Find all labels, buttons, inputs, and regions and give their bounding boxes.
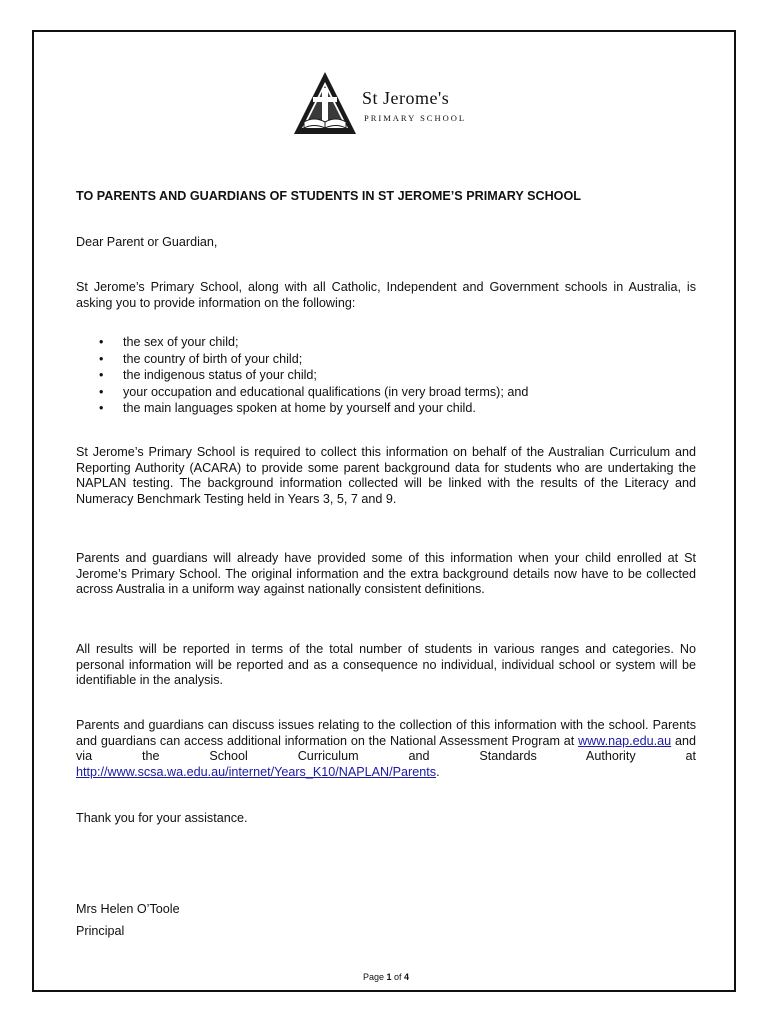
school-logo xyxy=(292,70,492,140)
results-paragraph: All results will be reported in terms of the total number of students in various ranges and categories. No personal information will be reported and as a consequence no individual, individual school or system will be identifiable in the analysis. xyxy=(76,642,696,688)
scsa-link[interactable]: http://www.scsa.wa.edu.au/internet/Years_K10/NAPLAN/Parents xyxy=(76,764,437,779)
logo-emblem-icon xyxy=(292,70,358,138)
contact-paragraph: Parents and guardians can discuss issues relating to the collection of this information with the school. Parents and guardians can access additional information on the National Assessment Program at www.nap.edu.au and via the School Curriculum and Standards Authority at http://www.scsa.wa.edu.au/internet/Years_K10/NAPLAN/Parents. xyxy=(76,718,697,779)
bullet-icon: • xyxy=(99,335,104,349)
signatory-title: Principal xyxy=(76,924,125,938)
logo-school-name: St Jerome's xyxy=(362,88,450,108)
closing-thanks: Thank you for your assistance. xyxy=(76,811,248,825)
logo-subtitle: PRIMARY SCHOOL xyxy=(364,113,467,123)
nap-link[interactable]: www.nap.edu.au xyxy=(578,733,672,748)
bullet-icon: • xyxy=(99,351,104,366)
current-page: 1 xyxy=(386,972,392,982)
list-item: • the sex of your child; xyxy=(99,335,239,349)
total-pages: 4 xyxy=(404,972,410,982)
enrolment-paragraph: Parents and guardians will already have provided some of this information when your child enrolled at St Jerome’s Primary School. The original information and the extra background details now have to be collected across Australia in a uniform way against nationally consistent definitions. xyxy=(76,551,696,597)
list-item: • your occupation and educational qualifications (in very broad terms); and xyxy=(99,384,529,399)
document-page xyxy=(32,30,736,992)
bullet-icon: • xyxy=(99,401,104,416)
acara-paragraph: St Jerome’s Primary School is required to collect this information on behalf of the Australian Curriculum and Reporting Authority (ACARA) to provide some parent background data for students who are undertaking the NAPLAN testing. The background information collected will be linked with the results of the Literacy and Numeracy Benchmark Testing held in Years 3, 5, 7 and 9. xyxy=(76,445,696,506)
list-item: • the country of birth of your child; xyxy=(99,351,303,366)
bullet-icon: • xyxy=(99,384,104,399)
bullet-icon: • xyxy=(99,368,104,383)
list-item: • the main languages spoken at home by yourself and your child. xyxy=(99,401,476,416)
letter-heading: TO PARENTS AND GUARDIANS OF STUDENTS IN ST JEROME’S PRIMARY SCHOOL xyxy=(76,189,581,203)
intro-paragraph: St Jerome’s Primary School, along with all Catholic, Independent and Government schools in Australia, is asking you to provide information on the following: xyxy=(76,280,696,310)
page-footer: Page 1 of 4 xyxy=(362,972,410,982)
signatory-name: Mrs Helen O’Toole xyxy=(76,902,180,916)
info-list xyxy=(76,334,528,417)
list-item: • the indigenous status of your child; xyxy=(99,368,317,383)
salutation: Dear Parent or Guardian, xyxy=(76,235,218,249)
